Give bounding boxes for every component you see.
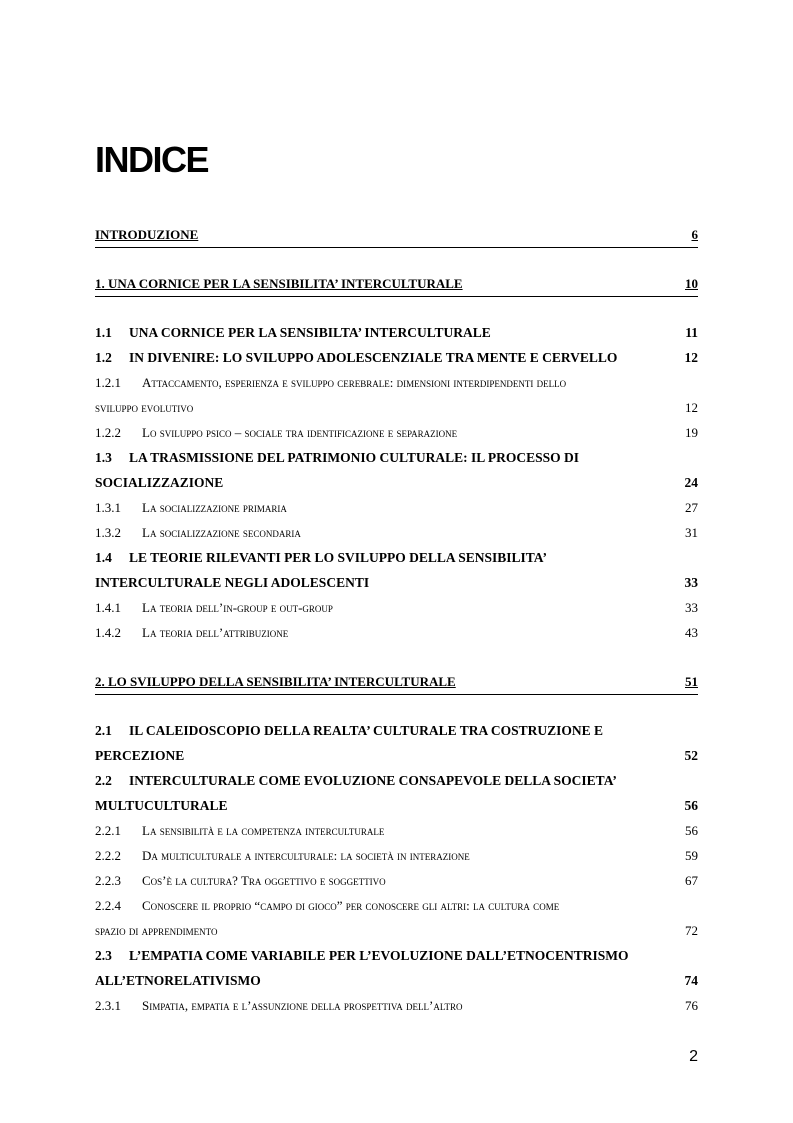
toc-title: IN DIVENIRE: LO SVILUPPO ADOLESCENZIALE TRA MENTE E CERVELLO bbox=[129, 350, 618, 365]
toc-section-2-1[interactable] bbox=[95, 718, 698, 768]
toc-title-cont: SOCIALIZZAZIONE bbox=[95, 475, 224, 490]
toc-subsection-1-4-1[interactable] bbox=[95, 595, 698, 620]
page-number: 2 bbox=[689, 1048, 698, 1065]
toc-page: 33 bbox=[685, 600, 698, 615]
toc-subsection-1-2-2[interactable] bbox=[95, 420, 698, 445]
toc-title: Cos’è la cultura? Tra oggettivo e soggettivo bbox=[142, 873, 386, 888]
toc-page: 59 bbox=[685, 848, 698, 863]
toc-page: 43 bbox=[685, 625, 698, 640]
toc-number: 1.4 bbox=[95, 550, 112, 565]
toc-number: 2.1 bbox=[95, 723, 112, 738]
toc-page: 76 bbox=[685, 998, 698, 1013]
toc-page: 74 bbox=[684, 973, 698, 988]
toc-page: 67 bbox=[685, 873, 698, 888]
toc-subsection-2-2-4[interactable] bbox=[95, 893, 698, 943]
toc-title: La teoria dell’attribuzione bbox=[142, 625, 289, 640]
toc-page: 12 bbox=[685, 400, 698, 415]
toc-page: 11 bbox=[685, 325, 698, 340]
toc-subsection-2-2-3[interactable] bbox=[95, 868, 698, 893]
toc-subsection-1-3-2[interactable] bbox=[95, 520, 698, 545]
toc-title: Da multiculturale a interculturale: la società in interazione bbox=[142, 848, 470, 863]
toc-title: LE TEORIE RILEVANTI PER LO SVILUPPO DELLA SENSIBILITA’ bbox=[129, 550, 547, 565]
toc-title: La socializzazione primaria bbox=[142, 500, 287, 515]
toc-title: IL CALEIDOSCOPIO DELLA REALTA’ CULTURALE TRA COSTRUZIONE E bbox=[129, 723, 604, 738]
toc-page: 12 bbox=[684, 350, 698, 365]
spacer bbox=[95, 247, 698, 271]
toc-number: 1.4.1 bbox=[95, 600, 121, 615]
toc-section-1-3[interactable] bbox=[95, 445, 698, 495]
toc-title: UNA CORNICE PER LA SENSIBILTA’ INTERCULTURALE bbox=[129, 325, 491, 340]
toc-number: 1.1 bbox=[95, 325, 112, 340]
toc-number: 1.3 bbox=[95, 450, 112, 465]
toc-title-cont: ALL’ETNORELATIVISMO bbox=[95, 973, 261, 988]
toc-section-1-2[interactable] bbox=[95, 345, 698, 370]
toc-subsection-1-4-2[interactable] bbox=[95, 620, 698, 645]
toc-page: 10 bbox=[681, 271, 698, 297]
toc-title-cont: INTERCULTURALE NEGLI ADOLESCENTI bbox=[95, 575, 370, 590]
toc-number: 1.3.2 bbox=[95, 525, 121, 540]
toc-section-2-2[interactable] bbox=[95, 768, 698, 818]
toc-chapter-2[interactable] bbox=[95, 669, 698, 694]
toc-title: 2. LO SVILUPPO DELLA SENSIBILITA’ INTERCULTURALE bbox=[95, 669, 681, 695]
toc-title: L’EMPATIA COME VARIABILE PER L’EVOLUZIONE DALL’ETNOCENTRISMO bbox=[129, 948, 629, 963]
toc-title: Simpatia, empatia e l’assunzione della prospettiva dell’altro bbox=[142, 998, 463, 1013]
toc-page: 56 bbox=[684, 798, 698, 813]
toc-number: 1.2.1 bbox=[95, 375, 121, 390]
toc-number: 1.2 bbox=[95, 350, 112, 365]
toc-section-1-4[interactable] bbox=[95, 545, 698, 595]
toc-number: 2.2.1 bbox=[95, 823, 121, 838]
toc-title: 1. UNA CORNICE PER LA SENSIBILITA’ INTERCULTURALE bbox=[95, 271, 681, 297]
toc-subsection-1-2-1[interactable] bbox=[95, 370, 698, 420]
toc-chapter-1[interactable] bbox=[95, 271, 698, 296]
toc-title-cont: PERCEZIONE bbox=[95, 748, 185, 763]
toc-page: 27 bbox=[685, 500, 698, 515]
toc-page: 24 bbox=[684, 475, 698, 490]
toc-page: 6 bbox=[688, 222, 699, 248]
toc-section-1-1[interactable] bbox=[95, 320, 698, 345]
toc-title: Lo sviluppo psico – sociale tra identificazione e separazione bbox=[142, 425, 458, 440]
toc-number: 2.2 bbox=[95, 773, 112, 788]
toc-title: INTERCULTURALE COME EVOLUZIONE CONSAPEVOLE DELLA SOCIETA’ bbox=[129, 773, 617, 788]
toc-subsection-1-3-1[interactable] bbox=[95, 495, 698, 520]
toc-section-2-3[interactable] bbox=[95, 943, 698, 993]
spacer bbox=[95, 296, 698, 320]
table-of-contents bbox=[95, 222, 698, 1018]
spacer bbox=[95, 694, 698, 718]
toc-title-cont: spazio di apprendimento bbox=[95, 923, 218, 938]
toc-page: 72 bbox=[685, 923, 698, 938]
toc-number: 2.3 bbox=[95, 948, 112, 963]
toc-subsection-2-2-1[interactable] bbox=[95, 818, 698, 843]
toc-number: 2.2.4 bbox=[95, 898, 121, 913]
toc-number: 2.2.3 bbox=[95, 873, 121, 888]
toc-page: 19 bbox=[685, 425, 698, 440]
toc-title: INTRODUZIONE bbox=[95, 222, 688, 248]
toc-page: 52 bbox=[684, 748, 698, 763]
toc-title: La sensibilità e la competenza interculturale bbox=[142, 823, 385, 838]
toc-page: 33 bbox=[684, 575, 698, 590]
toc-number: 2.2.2 bbox=[95, 848, 121, 863]
toc-subsection-2-2-2[interactable] bbox=[95, 843, 698, 868]
toc-page: 56 bbox=[685, 823, 698, 838]
toc-title: La teoria dell’in-group e out-group bbox=[142, 600, 333, 615]
toc-subsection-2-3-1[interactable] bbox=[95, 993, 698, 1018]
toc-number: 1.2.2 bbox=[95, 425, 121, 440]
page-title: INDICE bbox=[95, 139, 209, 180]
toc-title-cont: MULTUCULTURALE bbox=[95, 798, 228, 813]
toc-introduction[interactable] bbox=[95, 222, 698, 247]
toc-title-cont: sviluppo evolutivo bbox=[95, 400, 194, 415]
toc-title: Conoscere il proprio “campo di gioco” per conoscere gli altri: la cultura come bbox=[142, 898, 560, 913]
toc-number: 2.3.1 bbox=[95, 998, 121, 1013]
toc-title: La socializzazione secondaria bbox=[142, 525, 301, 540]
toc-number: 1.3.1 bbox=[95, 500, 121, 515]
toc-number: 1.4.2 bbox=[95, 625, 121, 640]
toc-page: 31 bbox=[685, 525, 698, 540]
toc-title: Attaccamento, esperienza e sviluppo cerebrale: dimensioni interdipendenti dello bbox=[142, 375, 567, 390]
spacer bbox=[95, 645, 698, 669]
toc-title: LA TRASMISSIONE DEL PATRIMONIO CULTURALE: IL PROCESSO DI bbox=[129, 450, 579, 465]
toc-page: 51 bbox=[681, 669, 698, 695]
